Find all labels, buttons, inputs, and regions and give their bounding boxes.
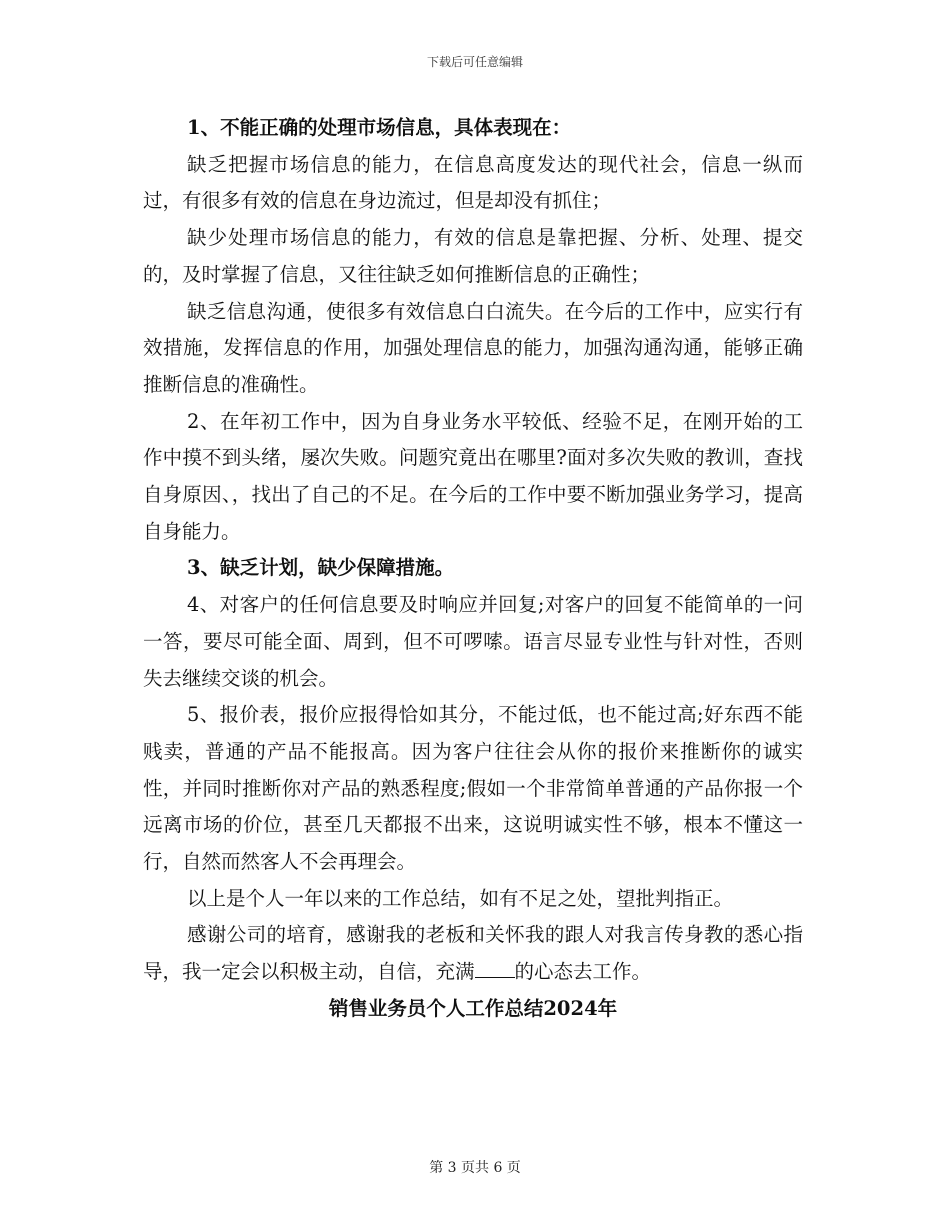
paragraph-2: 缺少处理市场信息的能力，有效的信息是靠把握、分析、处理、提交的，及时掌握了信息，又往往缺乏如何推断信息的正确性； bbox=[143, 226, 803, 286]
page-number: 第 3 页共 6 页 bbox=[429, 1160, 521, 1176]
paragraph-3: 缺乏信息沟通，使很多有效信息白白流失。在今后的工作中，应实行有效措施，发挥信息的作用，加强处理信息的能力，加强沟通沟通，能够正确推断信息的准确性。 bbox=[143, 299, 803, 396]
paragraph-8-text-before: 感谢公司的培育，感谢我的老板和关怀我的跟人对我言传身教的悉心指导，我一定会以积极主动，自信，充满 bbox=[143, 923, 803, 984]
paragraph-8 bbox=[143, 917, 803, 990]
page-header-note: 下载后可任意编辑 bbox=[426, 55, 523, 69]
paragraph-8-text-after: 的心态去工作。 bbox=[514, 960, 652, 984]
paragraph-7: 以上是个人一年以来的工作总结，如有不足之处，望批判指正。 bbox=[187, 886, 734, 910]
section-heading-3: 3、缺乏计划，缺少保障措施。 bbox=[187, 556, 455, 580]
paragraph-6: 5、报价表，报价应报得恰如其分，不能过低，也不能过高;好东西不能贱卖，普通的产品不能报高。因为客户往往会从你的报价来推断你的诚实性，并同时推断你对产品的熟悉程度;假如一个非常简单普通的产品你报一个远离市场的价位，甚至几天都报不出来，这说明诚实性不够，根本不懂这一行，自然而然客人不会再理会。 bbox=[143, 703, 803, 874]
document-body bbox=[143, 110, 803, 1028]
paragraph-1: 缺乏把握市场信息的能力，在信息高度发达的现代社会，信息一纵而过，有很多有效的信息在身边流过，但是却没有抓住； bbox=[143, 152, 803, 213]
next-document-title: 销售业务员个人工作总结2024年 bbox=[328, 996, 618, 1020]
paragraph-4: 2、在年初工作中，因为自身业务水平较低、经验不足，在刚开始的工作中摸不到头绪，屡次失败。问题究竟出在哪里?面对多次失败的教训，查找自身原因、，找出了自己的不足。在今后的工作中要不断加强业务学习，提高自身能力。 bbox=[143, 409, 803, 543]
fill-in-blank bbox=[475, 959, 515, 978]
section-heading-1: 1、不能正确的处理市场信息，具体表现在： bbox=[187, 116, 572, 139]
paragraph-5: 4、对客户的任何信息要及时响应并回复;对客户的回复不能简单的一问一答，要尽可能全面、周到，但不可啰嗦。语言尽显专业性与针对性，否则失去继续交谈的机会。 bbox=[143, 593, 803, 690]
